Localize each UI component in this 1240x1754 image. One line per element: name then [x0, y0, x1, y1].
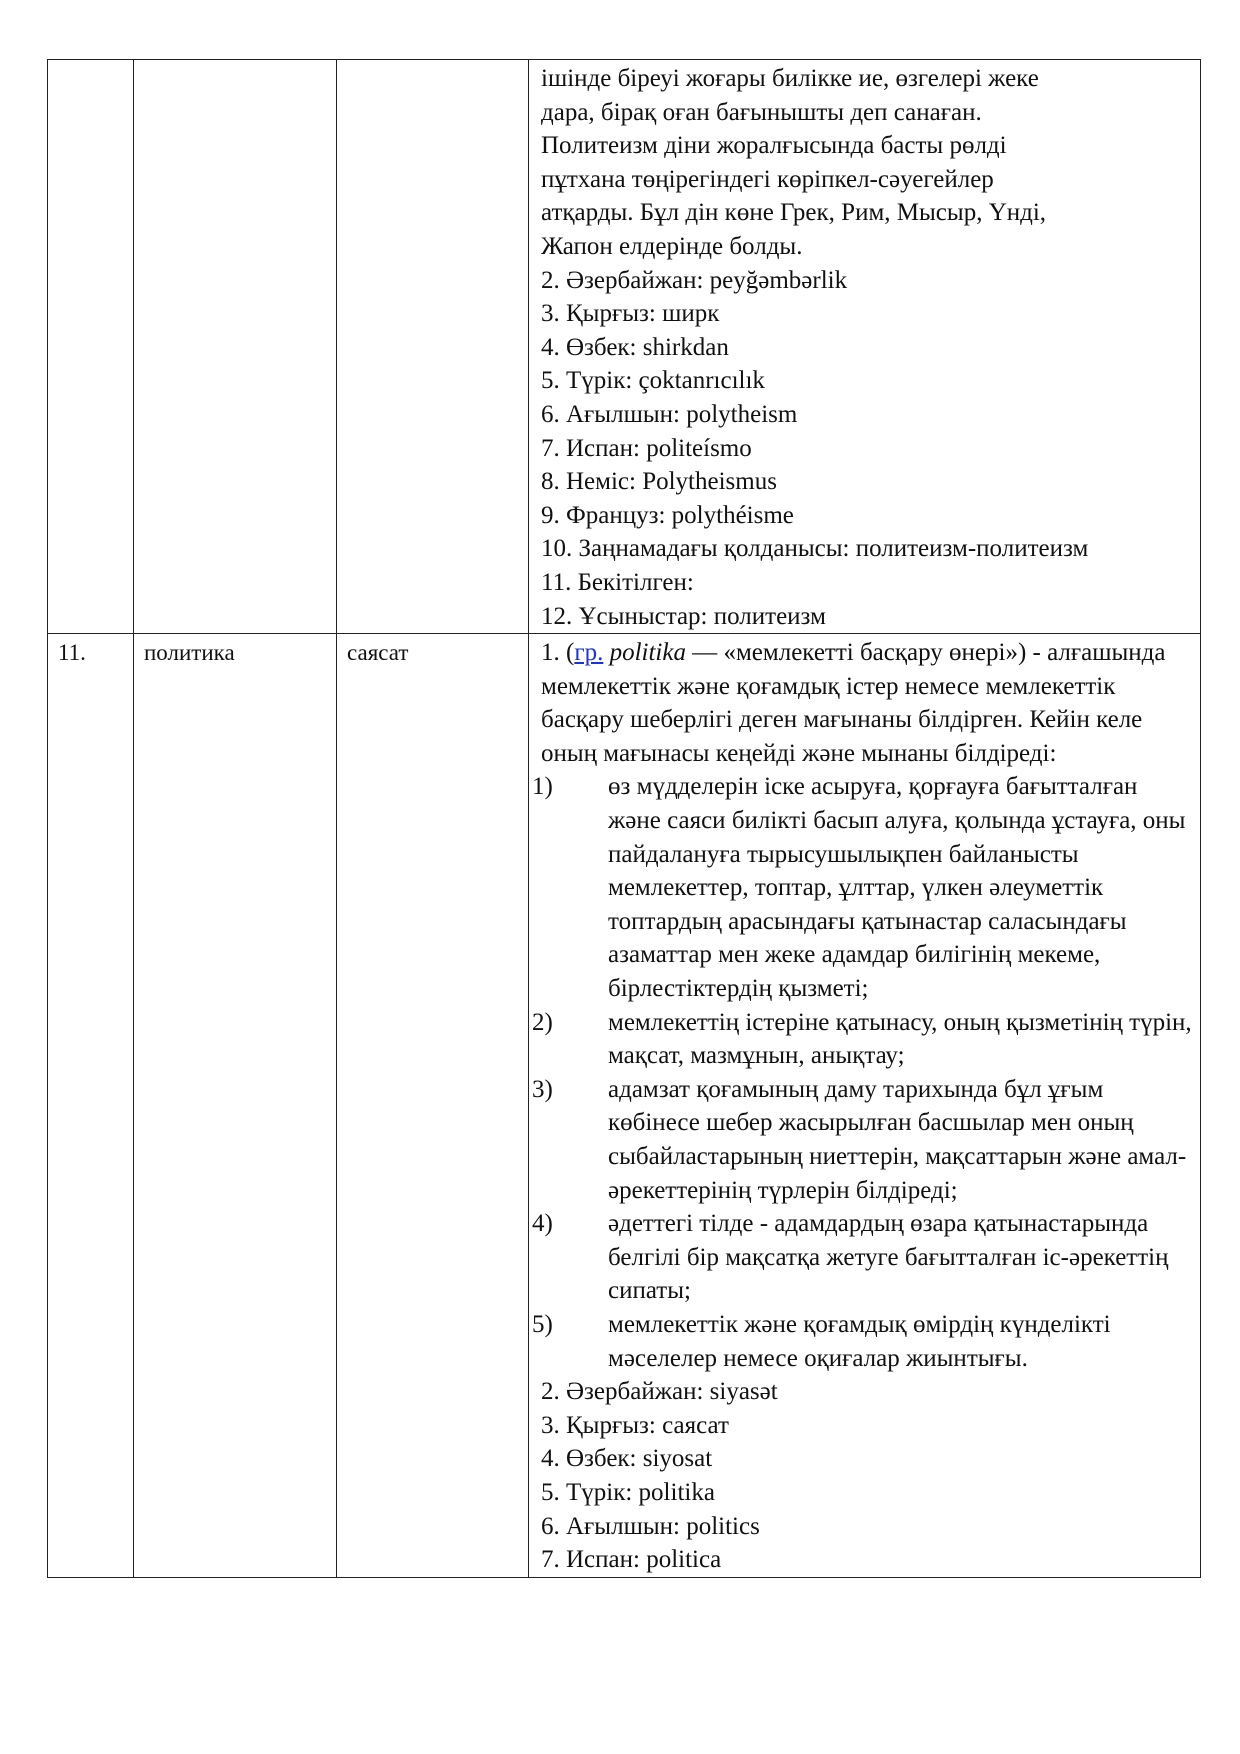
text-line: Политеизм діни жоралғысында басты рөлді — [541, 132, 1007, 160]
list-item-number: 5) — [532, 1310, 553, 1338]
translation-german: 8. Неміс: Polytheismus — [541, 468, 777, 496]
definition-intro — [541, 636, 1192, 770]
translation-kyrgyz: 3. Қырғыз: саясат — [541, 1411, 729, 1439]
kazakh-term-cell — [337, 60, 529, 634]
kazakh-term-cell: саясат — [337, 634, 529, 1578]
table-row — [48, 60, 1201, 634]
translation-azerbaijani: 2. Әзербайжан: siyasət — [541, 1378, 778, 1406]
list-item-number: 1) — [532, 773, 553, 801]
list-item — [532, 1207, 1192, 1308]
translation-uzbek: 4. Өзбек: siyosat — [541, 1445, 713, 1473]
list-item — [532, 1308, 1192, 1375]
translation-azerbaijani: 2. Әзербайжан: peyğəmbərlik — [541, 266, 848, 294]
translation-turkish: 5. Түрік: çoktanrıcılık — [541, 367, 765, 395]
greek-abbreviation-link[interactable]: гр. — [574, 639, 604, 667]
list-item-text: әдеттегі тілде - адамдардың өзара қатынастарында белгілі бір мақсатқа жетуге бағытталған іс-әрекеттің сипаты; — [608, 1210, 1169, 1305]
list-item-text: мемлекеттің істеріне қатынасу, оның қызметінің түрін, мақсат, мазмұнын, анықтау; — [608, 1008, 1192, 1070]
translation-kyrgyz: 3. Қырғыз: ширк — [541, 300, 720, 328]
row-number-cell: 11. — [48, 634, 134, 1578]
etymon-term: politika — [609, 639, 686, 667]
terminology-table — [47, 59, 1201, 1578]
translation-english: 6. Ағылшын: polytheism — [541, 400, 798, 428]
list-item-text: өз мүдделерін іске асыруға, қорғауға бағытталған және саяси билікті басып алуға, қолында ұстауға, оны пайдалануға тырысушылықпен байланысты мемлекеттер, топтар, ұлттар, үлкен әлеуметтік топтардың арасындағы қатынастар саласындағы азаматтар мен жеке адамдар билігінің мекеме, бірлестіктердің қызметі; — [608, 773, 1186, 1003]
approved-line: 11. Бекітілген: — [541, 568, 694, 596]
source-term-cell — [134, 60, 337, 634]
definition-gloss: — «мемлекетті басқару өнері») - алғашында мемлекеттік және қоғамдық істер немесе мемлекеттік басқару шеберлігі деген мағынаны білдірген. Кейін келе оның мағынасы кеңейді және мынаны білдіреді: — [541, 639, 1166, 767]
translation-turkish: 5. Түрік: politika — [541, 1478, 715, 1506]
list-item — [532, 770, 1192, 1005]
list-item — [532, 1073, 1192, 1207]
list-item-text: мемлекеттік және қоғамдық өмірдің күнделікті мәселелер немесе оқиғалар жиынтығы. — [608, 1310, 1111, 1372]
list-item-number: 3) — [532, 1075, 553, 1103]
table-row — [48, 634, 1201, 1578]
definition-prefix: 1. ( — [541, 639, 575, 667]
definition-cell — [529, 60, 1201, 634]
text-line: ішінде біреуі жоғары билікке ие, өзгелері жеке — [541, 65, 1039, 92]
list-item — [532, 1006, 1192, 1073]
list-item-number: 2) — [532, 1008, 553, 1036]
list-item-number: 4) — [532, 1210, 553, 1238]
row-number-cell — [48, 60, 134, 634]
suggestions-line: 12. Ұсыныстар: политеизм — [541, 602, 826, 630]
source-term-cell: политика — [134, 634, 337, 1578]
list-item-text: адамзат қоғамының даму тарихында бұл ұғым көбінесе шебер жасырылған басшылар мен оның сыбайластарының ниеттерін, мақсаттарын және амал-әрекеттерінің түрлерін білдіреді; — [608, 1075, 1187, 1204]
text-line: Жапон елдерінде болды. — [541, 232, 803, 260]
translation-spanish: 7. Испан: politica — [541, 1546, 722, 1574]
legislation-usage: 10. Заңнамадағы қолданысы: политеизм-политеизм — [541, 535, 1089, 563]
translation-spanish: 7. Испан: politeísmo — [541, 434, 752, 462]
definition-cell — [529, 634, 1201, 1578]
text-line: пұтхана төңірегіндегі көріпкел-сәуегейлер — [541, 165, 994, 193]
text-line: дара, бірақ оған бағынышты деп санаған. — [541, 98, 982, 126]
translation-french: 9. Француз: polythéisme — [541, 501, 794, 529]
translation-uzbek: 4. Өзбек: shirkdan — [541, 333, 729, 361]
translation-english: 6. Ағылшын: politics — [541, 1512, 760, 1540]
text-line: атқарды. Бұл дін көне Грек, Рим, Мысыр, Үнді, — [541, 199, 1047, 227]
